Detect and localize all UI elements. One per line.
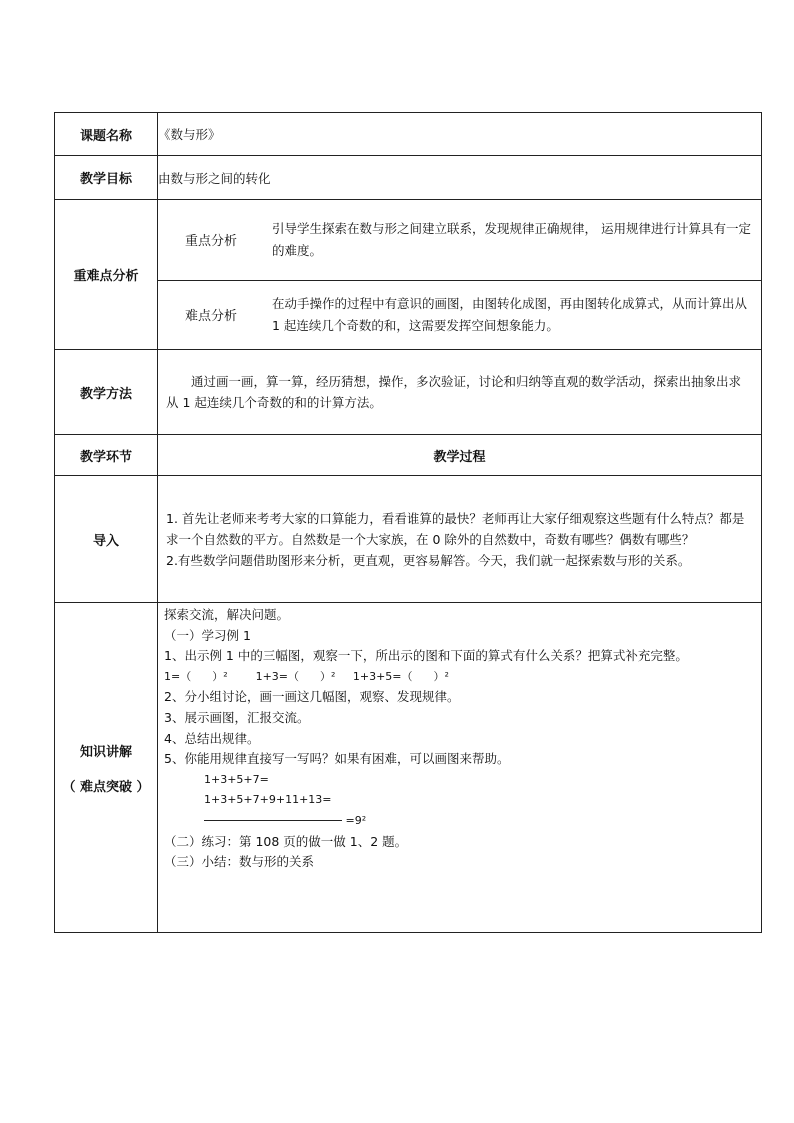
process-header: 教学过程 bbox=[158, 435, 762, 476]
knowledge-line: 探索交流，解决问题。 bbox=[164, 607, 290, 622]
goal-value: 由数与形之间的转化 bbox=[158, 156, 762, 200]
knowledge-line: 3、展示画图，汇报交流。 bbox=[164, 709, 310, 725]
knowledge-label: 知识讲解 bbox=[79, 744, 132, 760]
answer-blank bbox=[204, 820, 342, 821]
knowledge-content bbox=[158, 605, 761, 873]
row-goal bbox=[55, 156, 762, 200]
row-stage-header bbox=[55, 435, 762, 476]
knowledge-label-cell bbox=[55, 603, 158, 933]
knowledge-sublabel: （ 难点突破 ） bbox=[62, 779, 150, 795]
difficult-point-text: 在动手操作的过程中有意识的画图，由图转化成图，再由图转化成算式，从而计算出从 1 起连续几个奇数的和，这需要发挥空间想象能力。 bbox=[272, 295, 748, 333]
method-label: 教学方法 bbox=[55, 350, 158, 435]
intro-paragraph-1: 1. 首先让老师来考考大家的口算能力，看看谁算的最快？老师再让大家仔细观察这些题有什么特点？都是求一个自然数的平方。自然数是一个大家族，在 0 除外的自然数中，奇数有哪些？偶数有哪些？ bbox=[166, 510, 745, 547]
intro-label: 导入 bbox=[55, 476, 158, 603]
knowledge-line: （二）练习：第 108 页的做一做 1、2 题。 bbox=[164, 833, 408, 849]
title-label: 课题名称 bbox=[55, 113, 158, 156]
lesson-plan-table bbox=[54, 112, 762, 933]
formula-result: =9² bbox=[345, 813, 367, 827]
row-title bbox=[55, 113, 762, 156]
knowledge-line: 2、分小组讨论，画一画这几幅图，观察、发现规律。 bbox=[164, 689, 460, 705]
knowledge-line: 5、你能用规律直接写一写吗？如果有困难，可以画图来帮助。 bbox=[164, 751, 510, 767]
analysis-label: 重难点分析 bbox=[55, 200, 158, 350]
knowledge-line: 1、出示例 1 中的三幅图，观察一下，所出示的图和下面的算式有什么关系？把算式补充完整。 bbox=[164, 648, 688, 664]
knowledge-line: 4、总结出规律。 bbox=[164, 730, 260, 746]
analysis-inner-table bbox=[158, 200, 761, 349]
row-method bbox=[55, 350, 762, 435]
knowledge-line: （一）学习例 1 bbox=[164, 627, 251, 643]
row-intro bbox=[55, 476, 762, 603]
method-text: 通过画一画，算一算，经历猜想，操作，多次验证，讨论和归纳等直观的数学活动，探索出抽象出求从 1 起连续几个奇数的和的计算方法。 bbox=[166, 374, 742, 410]
stage-label: 教学环节 bbox=[55, 435, 158, 476]
key-point-text: 引导学生探索在数与形之间建立联系，发现规律正确规律， 运用规律进行计算具有一定的难度。 bbox=[264, 200, 761, 280]
intro-paragraph-2: 2.有些数学问题借助图形来分析，更直观，更容易解答。今天，我们就一起探索数与形的关系。 bbox=[166, 552, 691, 568]
difficult-point-label: 难点分析 bbox=[184, 309, 237, 325]
formula-line: 1=（ ）² 1+3=（ ）² 1+3+5=（ ）² bbox=[164, 669, 449, 683]
formula-line: 1+3+5+7+9+11+13= bbox=[204, 793, 332, 807]
goal-label: 教学目标 bbox=[55, 156, 158, 200]
formula-blank-line bbox=[164, 811, 755, 832]
title-value: 《数与形》 bbox=[158, 113, 762, 156]
knowledge-line: （三）小结：数与形的关系 bbox=[164, 854, 315, 870]
key-point-label: 重点分析 bbox=[158, 200, 264, 280]
formula-line: 1+3+5+7= bbox=[204, 772, 269, 786]
row-analysis bbox=[55, 200, 762, 350]
row-knowledge bbox=[55, 603, 762, 933]
